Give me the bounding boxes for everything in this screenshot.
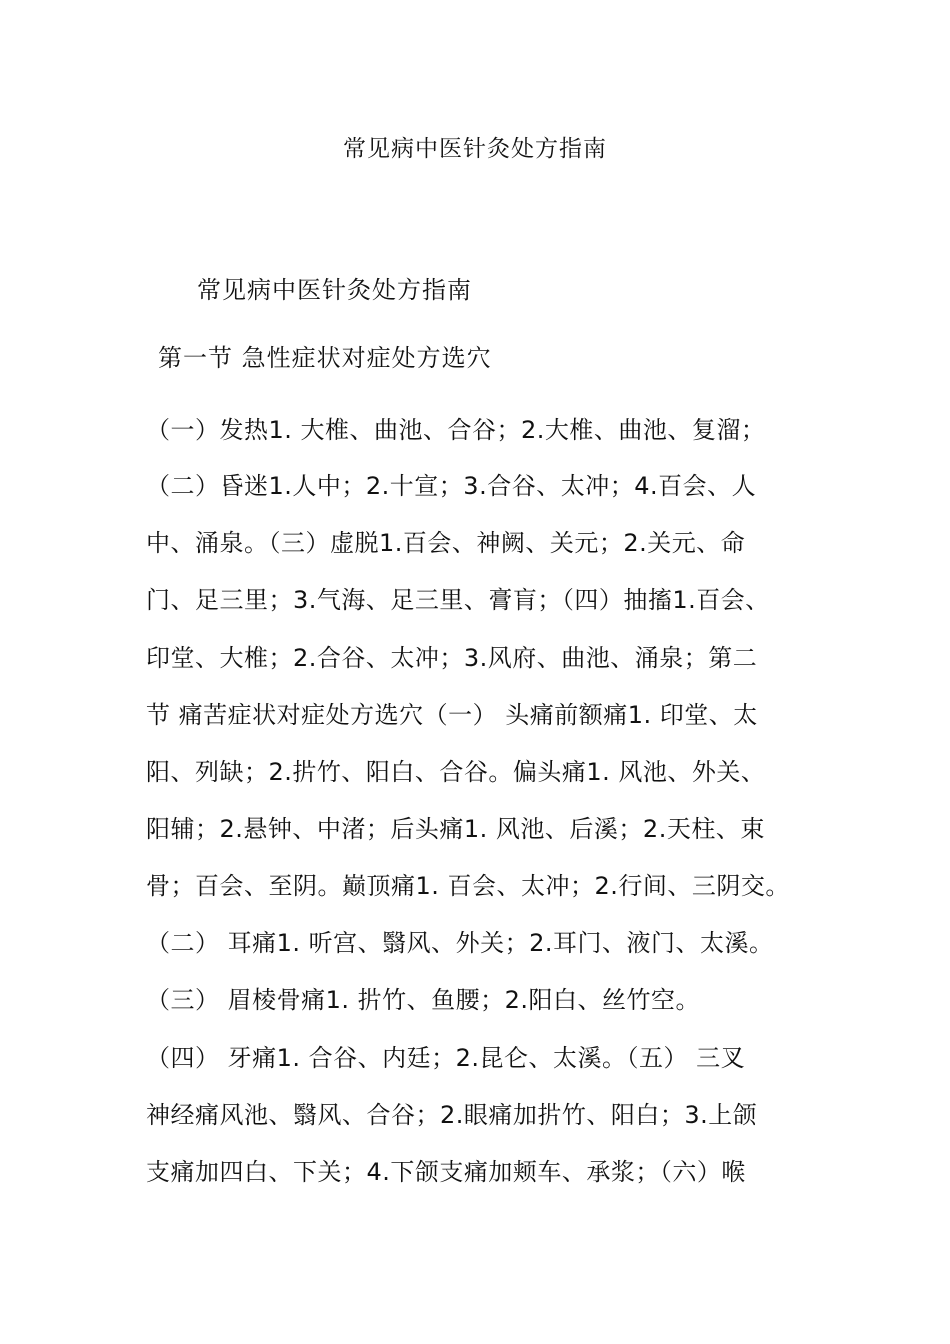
body-line: （二） 耳痛1. 听宫、翳风、外关；2.耳门、液门、太溪。 — [146, 929, 774, 957]
body-line: （三） 眉棱骨痛1. 扸竹、鱼腰；2.阳白、丝竹空。 — [146, 986, 701, 1014]
body-line: 印堂、大椎；2.合谷、太冲；3.风府、曲池、涌泉；第二 — [146, 644, 758, 672]
section-heading: 第一节 急性症状对症处方选穴 — [158, 344, 492, 372]
body-line: 支痛加四白、下关；4.下颌支痛加颊车、承浆；（六）喉 — [146, 1158, 746, 1186]
body-line: 神经痛风池、翳风、合谷；2.眼痛加扸竹、阳白；3.上颌 — [146, 1101, 758, 1129]
body-line: 门、足三里；3.气海、足三里、膏肓；（四）抽搐1.百会、 — [146, 586, 770, 614]
body-line: （四） 牙痛1. 合谷、内廷；2.昆仑、太溪。（五） 三叉 — [146, 1044, 746, 1072]
document-title: 常见病中医针灸处方指南 — [343, 136, 607, 162]
body-line: 阳、列缺；2.扸竹、阳白、合谷。偏头痛1. 风池、外关、 — [146, 758, 766, 786]
body-line: 阳辅；2.悬钟、中渚；后头痛1. 风池、后溪；2.天柱、束 — [146, 815, 765, 843]
body-line: 中、涌泉。（三）虚脱1.百会、神阙、关元；2.关元、命 — [146, 529, 746, 557]
body-line: 骨；百会、至阴。巅顶痛1. 百会、太冲；2.行间、三阴交。 — [146, 872, 790, 900]
body-line: （一）发热1. 大椎、曲池、合谷；2.大椎、曲池、复溜； — [146, 416, 766, 444]
document-subtitle: 常见病中医针灸处方指南 — [197, 276, 472, 304]
body-line: 节 痛苦症状对症处方选穴（一） 头痛前额痛1. 印堂、太 — [146, 701, 758, 729]
body-line: （二）昏迷1.人中；2.十宣；3.合谷、太冲；4.百会、人 — [146, 472, 757, 500]
